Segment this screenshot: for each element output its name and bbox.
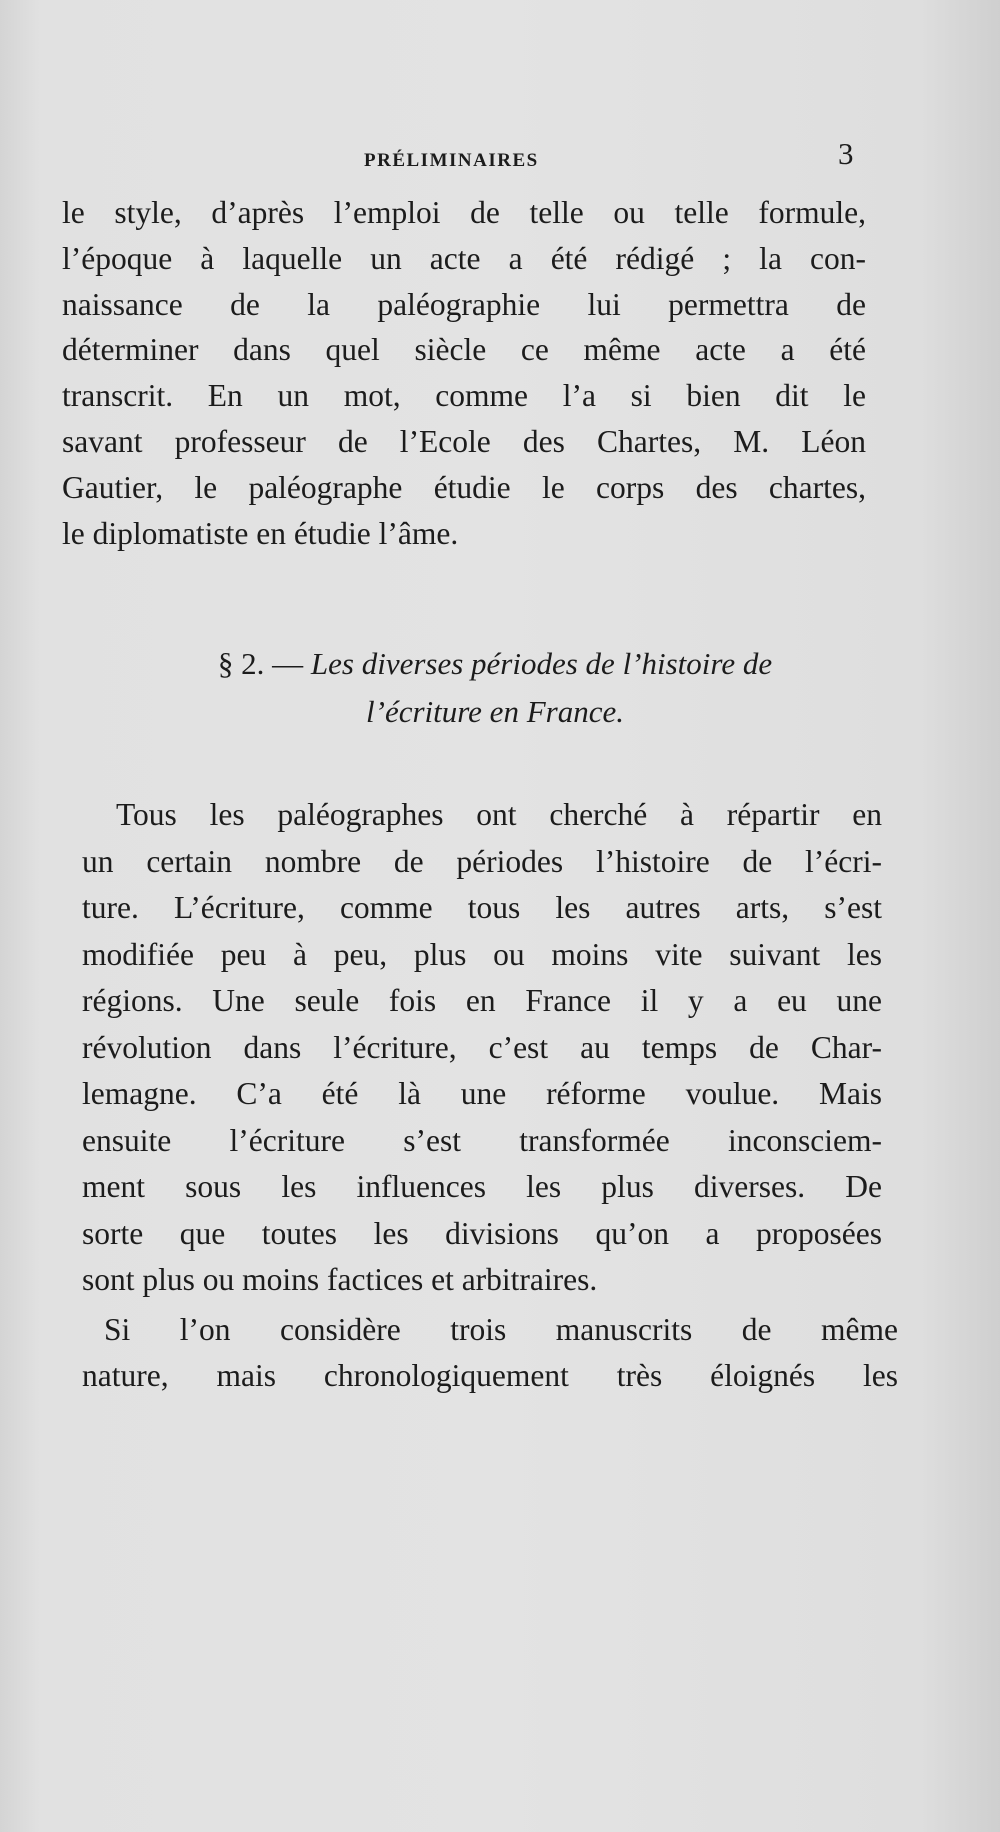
text-line: sorte que toutes les divisions qu’on a proposées (82, 1215, 882, 1251)
section-heading (165, 640, 825, 736)
text-line: savant professeur de l’Ecole des Chartes, M. Léon (62, 423, 866, 459)
paragraph (82, 792, 882, 1304)
text-line: régions. Une seule fois en France il y a eu une (82, 983, 882, 1018)
text-line: Si l’on considère trois manuscrits de même (104, 1312, 898, 1347)
text-line: le style, d’après l’emploi de telle ou telle formule, (62, 195, 866, 230)
text-line: Tous les paléographes ont cherché à répartir en (116, 797, 882, 832)
running-head: PRÉLIMINAIRES (364, 150, 539, 171)
text-line: sont plus ou moins factices et arbitraires. (82, 1262, 598, 1297)
section-heading-line (165, 640, 825, 688)
text-line: Gautier, le paléographe étudie le corps des chartes, (62, 469, 866, 505)
paragraph-continued (62, 190, 866, 556)
text-line: ture. L’écriture, comme tous les autres arts, s’est (82, 890, 882, 925)
section-title-part-2: l’écriture en France. (366, 694, 624, 729)
text-line: révolution dans l’écriture, c’est au temps de Char- (82, 1029, 882, 1065)
text-line: ment sous les influences les plus diverses. De (82, 1169, 882, 1204)
text-line: nature, mais chronologiquement très éloignés les (82, 1357, 898, 1393)
text-line: déterminer dans quel siècle ce même acte a été (62, 332, 866, 368)
text-line: ensuite l’écriture s’est transformée inconsciem- (82, 1122, 882, 1158)
text-line: un certain nombre de périodes l’histoire de l’écri- (82, 843, 882, 879)
paragraph (82, 1307, 898, 1399)
section-title-part-1: Les diverses périodes de l’histoire de (310, 646, 773, 681)
page-number: 3 (838, 136, 854, 171)
section-number: § 2. — (217, 646, 304, 681)
text-line: modifiée peu à peu, plus ou moins vite suivant les (82, 936, 882, 972)
text-line: lemagne. C’a été là une réforme voulue. Mais (82, 1076, 882, 1111)
text-line: transcrit. En un mot, comme l’a si bien dit le (62, 378, 866, 414)
text-line: naissance de la paléographie lui permettra de (62, 286, 866, 322)
text-line: le diplomatiste en étudie l’âme. (62, 515, 459, 551)
text-line: l’époque à laquelle un acte a été rédigé ; la con- (62, 240, 866, 276)
